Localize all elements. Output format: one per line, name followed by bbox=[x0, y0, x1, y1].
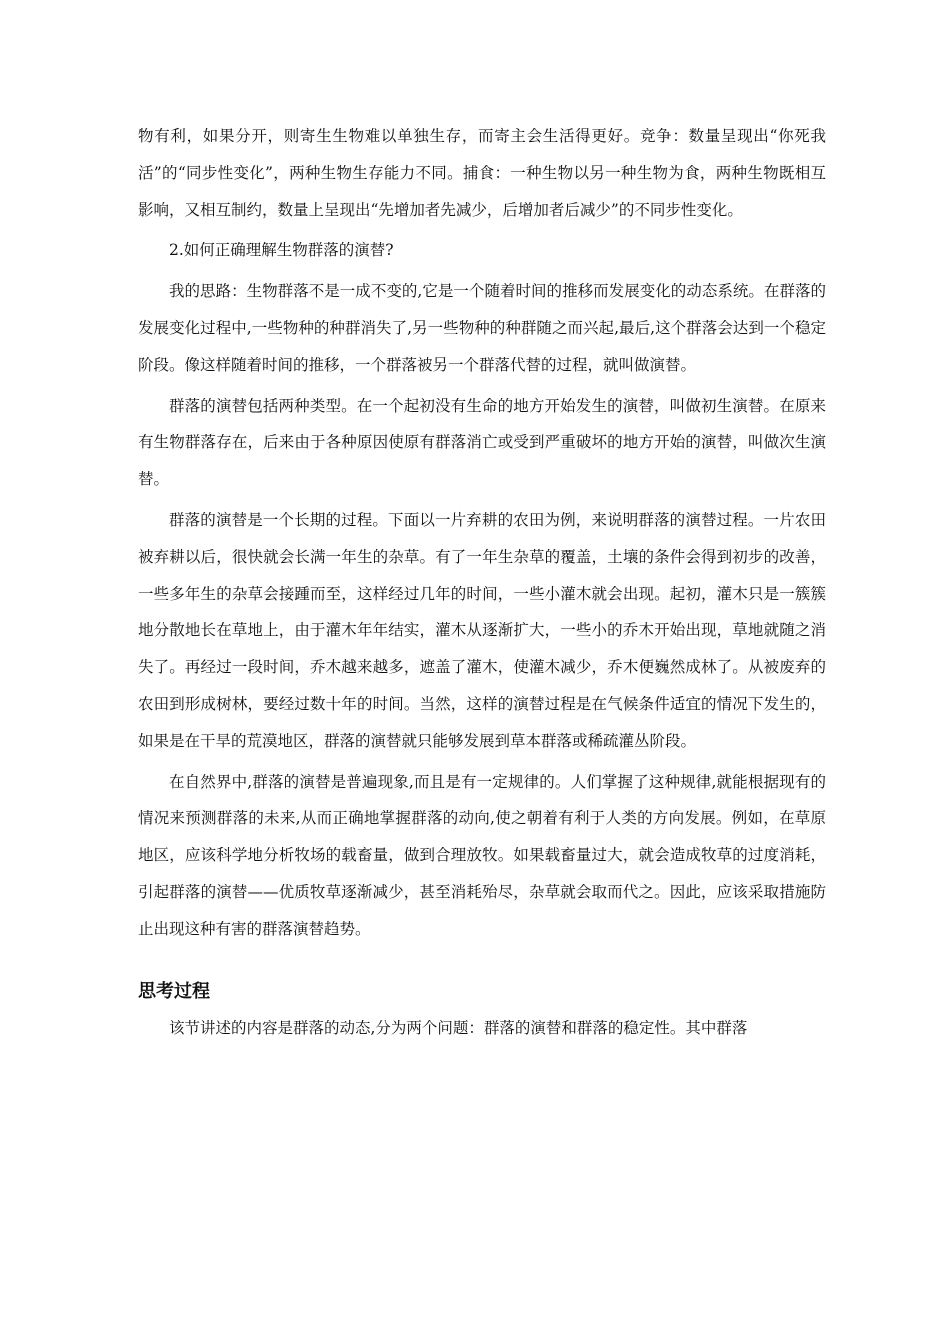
paragraph-my-thinking: 我的思路：生物群落不是一成不变的,它是一个随着时间的推移而发展变化的动态系统。在群落的发展变化过程中,一些物种的种群消失了,另一些物种的种群随之而兴起,最后,这个群落会达到一个稳定阶段。像这样随着时间的推移，一个群落被另一个群落代替的过程，就叫做演替。 bbox=[138, 282, 826, 374]
paragraph-section-intro: 该节讲述的内容是群落的动态,分为两个问题：群落的演替和群落的稳定性。其中群落 bbox=[169, 1018, 748, 1037]
paragraph-succession-types: 群落的演替包括两种类型。在一个起初没有生命的地方开始发生的演替，叫做初生演替。在原来有生物群落存在，后来由于各种原因使原有群落消亡或受到严重破坏的地方开始的演替，叫做次生演替。 bbox=[138, 396, 826, 489]
question-heading: 2.如何正确理解生物群落的演替? bbox=[169, 241, 394, 260]
section-heading: 思考过程 bbox=[138, 980, 210, 1002]
document-page bbox=[138, 118, 826, 1046]
paragraph-succession-rules: 在自然界中,群落的演替是普遍现象,而且是有一定规律的。人们掌握了这种规律,就能根据现有的情况来预测群落的未来,从而正确地掌握群落的动向,使之朝着有利于人类的方向发展。例如，在草原地区，应该科学地分析牧场的载畜量，做到合理放牧。如果载畜量过大，就会造成牧草的过度消耗，引起群落的演替——优质牧草逐渐减少，甚至消耗殆尽，杂草就会取而代之。因此，应该采取措施防止出现这种有害的群落演替趋势。 bbox=[138, 772, 826, 938]
paragraph-succession-example: 群落的演替是一个长期的过程。下面以一片弃耕的农田为例，来说明群落的演替过程。一片农田被弃耕以后，很快就会长满一年生的杂草。有了一年生杂草的覆盖，土壤的条件会得到初步的改善，一些多年生的杂草会接踵而至，这样经过几年的时间，一些小灌木就会出现。起初，灌木只是一簇簇地分散地长在草地上，由于灌木年年结实，灌木从逐渐扩大，一些小的乔木开始出现，草地就随之消失了。再经过一段时间，乔木越来越多，遮盖了灌木，使灌木减少，乔木便巍然成林了。从被废弃的农田到形成树林，要经过数十年的时间。当然，这样的演替过程是在气候条件适宜的情况下发生的，如果是在干旱的荒漠地区，群落的演替就只能够发展到草本群落或稀疏灌丛阶段。 bbox=[138, 510, 826, 750]
paragraph-interspecies-relations: 物有利，如果分开，则寄生生物难以单独生存，而寄主会生活得更好。竞争：数量呈现出“你死我活”的“同步性变化”，两种生物生存能力不同。捕食：一种生物以另一种生物为食，两种生物既相互影响，又相互制约，数量上呈现出“先增加者先减少，后增加者后减少”的不同步性变化。 bbox=[138, 127, 826, 219]
